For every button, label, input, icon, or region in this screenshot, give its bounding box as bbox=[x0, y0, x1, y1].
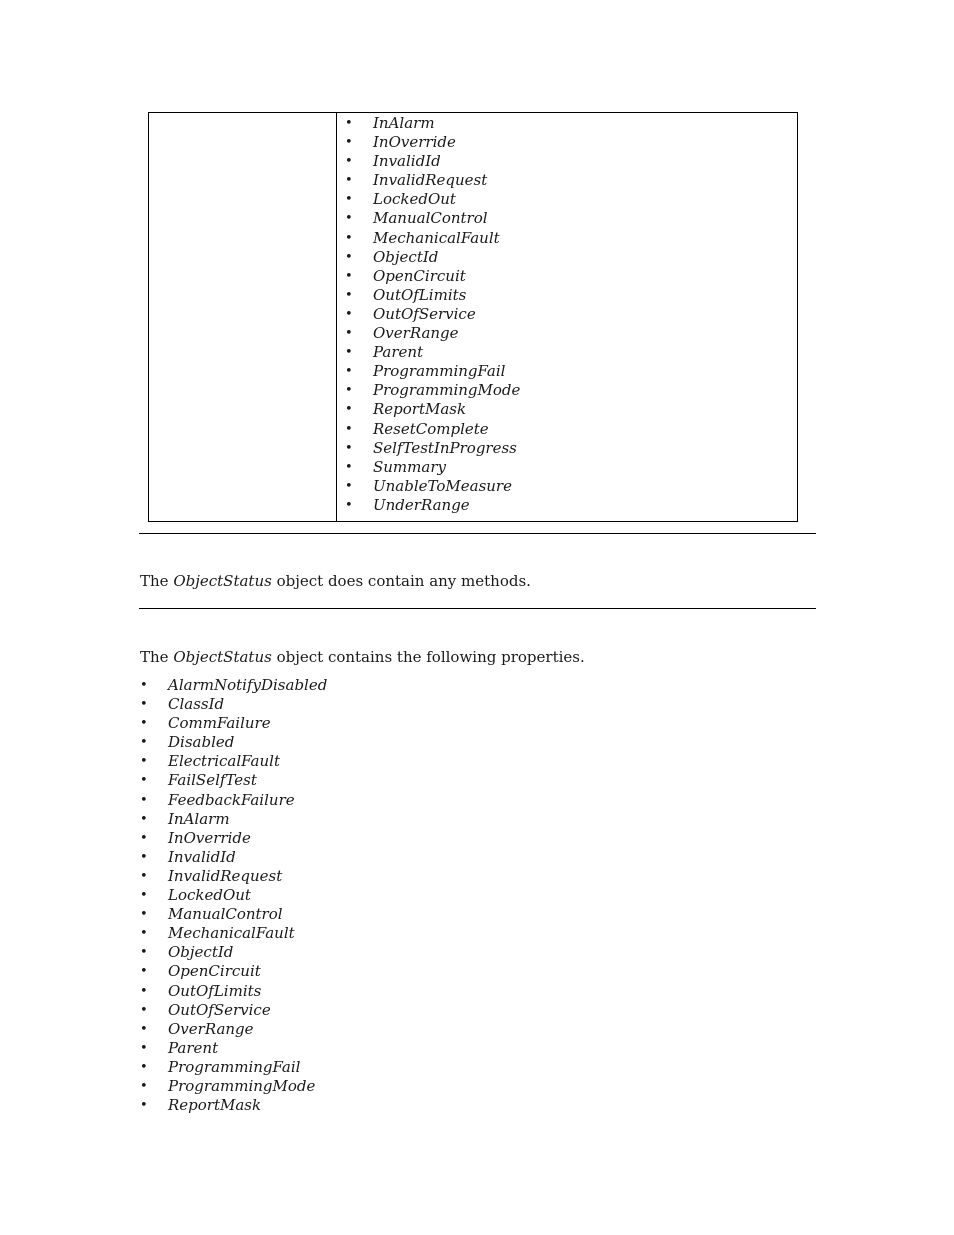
bullet-icon: • bbox=[140, 1002, 148, 1018]
bullet-icon: • bbox=[140, 945, 148, 961]
bullet-icon: • bbox=[140, 926, 148, 942]
bullet-icon: • bbox=[140, 697, 148, 713]
bullet-icon: • bbox=[345, 268, 353, 284]
bullet-icon: • bbox=[345, 135, 353, 151]
bullet-icon: • bbox=[345, 402, 353, 418]
bullet-icon: • bbox=[345, 116, 353, 131]
bullet-icon: • bbox=[345, 230, 353, 246]
bullet-icon: • bbox=[345, 192, 353, 208]
methods-paragraph: The ObjectStatus object does contain any methods. bbox=[140, 572, 531, 590]
bullet-icon: • bbox=[345, 345, 353, 361]
bullet-icon: • bbox=[140, 792, 148, 808]
bullet-icon: • bbox=[140, 1098, 148, 1114]
bullet-icon: • bbox=[345, 421, 353, 437]
bullet-icon: • bbox=[140, 811, 148, 827]
bullet-icon: • bbox=[140, 849, 148, 865]
section-divider bbox=[139, 608, 816, 609]
bullet-icon: • bbox=[140, 1078, 148, 1094]
bullet-icon: • bbox=[345, 154, 353, 170]
section-divider bbox=[139, 533, 816, 534]
table-values-cell: • InAlarm • InOverride • InvalidId • InvalidRequest • LockedOut • ManualControl • MechanicalFault • ObjectId • OpenCircuit • OutOfLimits • OutOfService • OverRange • Parent • ProgrammingFail • ProgrammingMode • ReportMask • ResetComplete • SelfTestInProgress • Summary • UnableToMeasure • UnderRange bbox=[345, 114, 521, 514]
bullet-icon: • bbox=[345, 459, 353, 475]
bullet-icon: • bbox=[345, 440, 353, 456]
bullet-icon: • bbox=[140, 735, 148, 751]
bullet-icon: • bbox=[140, 1040, 148, 1056]
bullet-icon: • bbox=[140, 1059, 148, 1075]
bullet-icon: • bbox=[345, 249, 353, 265]
bullet-icon: • bbox=[140, 983, 148, 999]
table-label-cell bbox=[149, 113, 337, 521]
bullet-icon: • bbox=[140, 1021, 148, 1037]
bullet-icon: • bbox=[345, 211, 353, 227]
bullet-icon: • bbox=[140, 754, 148, 770]
object-name: ObjectStatus bbox=[173, 648, 272, 666]
bullet-icon: • bbox=[140, 773, 148, 789]
bullet-icon: • bbox=[345, 173, 353, 189]
bullet-icon: • bbox=[345, 306, 353, 322]
bullet-icon: • bbox=[140, 907, 148, 923]
bullet-icon: • bbox=[140, 716, 148, 732]
bullet-icon: • bbox=[345, 383, 353, 399]
bullet-icon: • bbox=[345, 364, 353, 380]
bullet-icon: • bbox=[140, 888, 148, 904]
values-table bbox=[148, 112, 798, 522]
bullet-icon: • bbox=[345, 326, 353, 342]
bullet-icon: • bbox=[140, 830, 148, 846]
object-name: ObjectStatus bbox=[173, 572, 272, 590]
bullet-icon: • bbox=[140, 964, 148, 980]
bullet-icon: • bbox=[140, 678, 148, 693]
properties-paragraph: The ObjectStatus object contains the following properties. bbox=[140, 648, 585, 666]
bullet-icon: • bbox=[140, 868, 148, 884]
bullet-icon: • bbox=[345, 287, 353, 303]
bullet-icon: • bbox=[345, 478, 353, 494]
bullet-icon: • bbox=[345, 497, 353, 513]
